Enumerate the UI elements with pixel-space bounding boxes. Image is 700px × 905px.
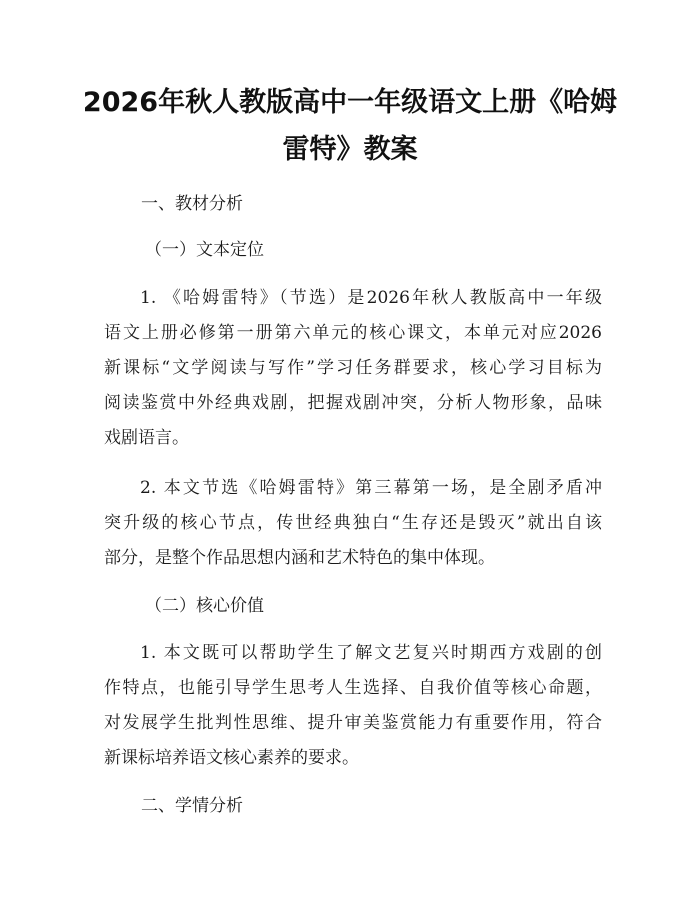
subsection-heading-core-value: （二）核心价值 — [145, 596, 264, 616]
document-title-line-2: 雷特》教案 — [282, 134, 418, 165]
paragraph-1-line-5: 戏剧语言。 — [104, 428, 189, 448]
paragraph-3-line-2: 作特点，也能引导学生思考人生选择、自我价值等核心命题， — [104, 678, 602, 698]
section-heading-student-analysis: 二、学情分析 — [141, 796, 243, 816]
paragraph-3-line-4: 新课标培养语文核心素养的要求。 — [104, 748, 359, 768]
paragraph-1-line-3: 新课标“文学阅读与写作”学习任务群要求，核心学习目标为 — [104, 358, 602, 378]
paragraph-3-line-3: 对发展学生批判性思维、提升审美鉴赏能力有重要作用，符合 — [104, 713, 602, 733]
document-title-line-1: 2026年秋人教版高中一年级语文上册《哈姆 — [82, 87, 618, 118]
paragraph-1-line-1: 1. 《哈姆雷特》（节选）是2026年秋人教版高中一年级 — [140, 288, 602, 308]
subsection-heading-text-positioning: （一）文本定位 — [145, 240, 264, 260]
paragraph-3-line-1: 1. 本文既可以帮助学生了解文艺复兴时期西方戏剧的创 — [140, 643, 602, 663]
section-heading-materials-analysis: 一、教材分析 — [141, 194, 243, 214]
paragraph-2-line-3: 部分，是整个作品思想内涵和艺术特色的集中体现。 — [104, 548, 495, 568]
paragraph-1-line-4: 阅读鉴赏中外经典戏剧，把握戏剧冲突，分析人物形象，品味 — [104, 393, 602, 413]
paragraph-2-line-1: 2. 本文节选《哈姆雷特》第三幕第一场，是全剧矛盾冲 — [140, 478, 602, 498]
paragraph-1-line-2: 语文上册必修第一册第六单元的核心课文，本单元对应2026 — [104, 323, 602, 343]
paragraph-2-line-2: 突升级的核心节点，传世经典独白“生存还是毁灭”就出自该 — [104, 513, 602, 533]
